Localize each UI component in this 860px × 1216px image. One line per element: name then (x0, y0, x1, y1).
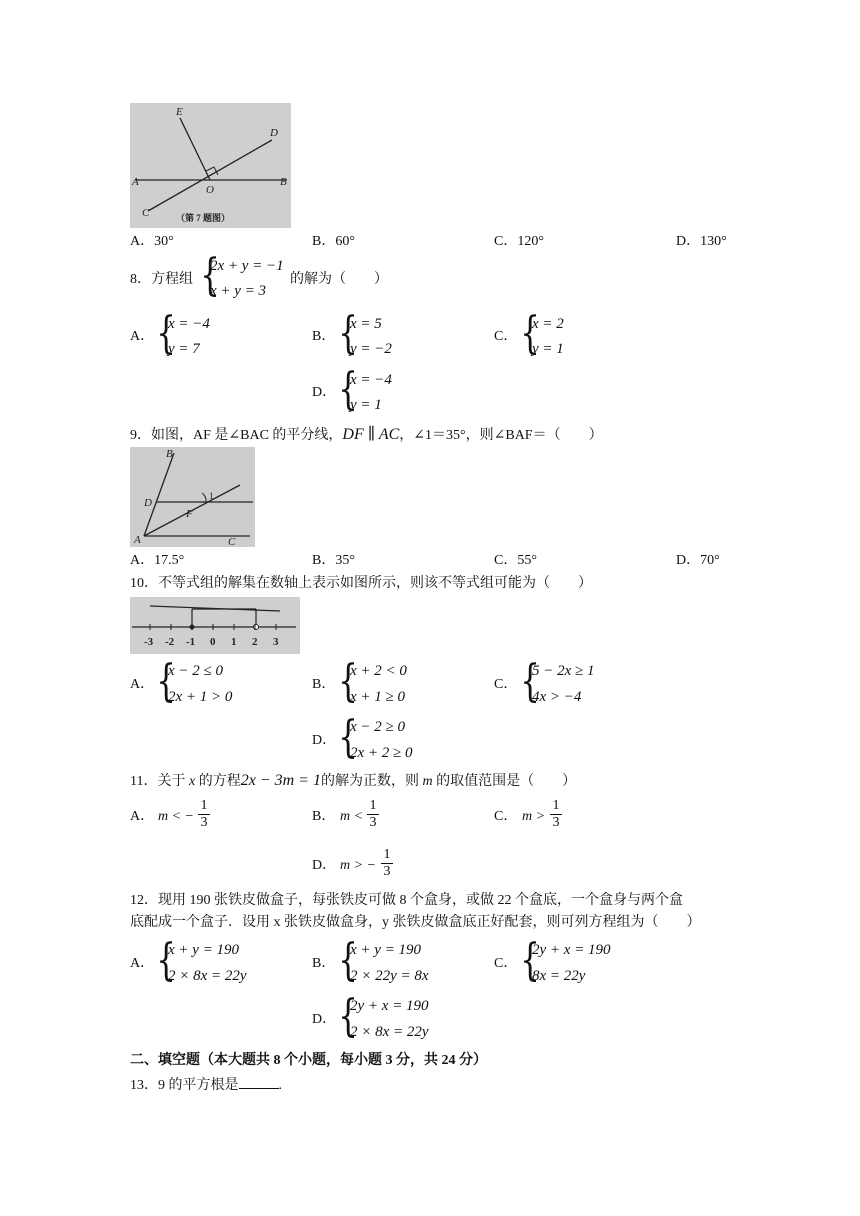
q11-stem-b: 的方程 (198, 774, 241, 789)
tick-label: 1 (231, 636, 237, 648)
q8-system: { 2x + y = −1 x + y = 3 (200, 250, 284, 301)
q7-figure (130, 103, 291, 228)
q8-a-eq1: x = −4 (168, 316, 210, 332)
q13-stem (130, 1074, 282, 1095)
q11-c-den: 3 (550, 814, 562, 831)
q10-option-c-label[interactable]: C． (494, 677, 518, 692)
q9-option-a[interactable]: A．17.5° (130, 553, 185, 568)
q11-option-d-lhs[interactable]: m > − (340, 858, 377, 873)
label-B: B (280, 176, 287, 188)
tick-label: -1 (186, 636, 196, 648)
q12-option-a-label[interactable]: A． (130, 956, 155, 971)
q8-eq1: 2x + y = −1 (210, 258, 284, 274)
q9-stem (130, 426, 603, 445)
q12-b-eq1: x + y = 190 (350, 942, 422, 958)
q11-stem (130, 772, 576, 791)
tick-label: 3 (273, 636, 279, 648)
q7-option-a[interactable]: A．30° (130, 234, 174, 249)
q10-option-d[interactable]: { x − 2 ≥ 0 2x + 2 ≥ 0 (338, 712, 413, 763)
q8-option-d[interactable]: { x = −4 y = 1 (338, 364, 392, 415)
q8-option-b[interactable]: { x = 5 y = −2 (338, 308, 392, 359)
q7-figure-caption: （第 7 题图） (176, 213, 231, 223)
label-D: D (144, 497, 152, 509)
q8-a-eq2: y = 7 (168, 341, 200, 357)
tick-label: 2 (252, 636, 258, 648)
q12-option-d[interactable]: { 2y + x = 190 2 × 8x = 22y (338, 991, 429, 1042)
q12-option-b[interactable]: { x + y = 190 2 × 22y = 8x (338, 935, 429, 986)
q11-a-num: 1 (200, 798, 208, 813)
q11-d-den: 3 (381, 863, 393, 880)
q11-c-num: 1 (552, 798, 560, 813)
q8-d-eq1: x = −4 (350, 372, 392, 388)
q8-c-eq2: y = 1 (532, 341, 564, 357)
section-heading-fill-in: 二、填空题（本大题共 8 个小题，每小题 3 分，共 24 分） (130, 1053, 487, 1068)
q10-number-line (130, 597, 300, 654)
q7-option-b[interactable]: B．60° (312, 234, 355, 249)
q10-stem: 10．不等式组的解集在数轴上表示如图所示，则该不等式组可能为（ ） (130, 576, 592, 591)
q10-b-eq1: x + 2 < 0 (350, 663, 407, 679)
q12-a-eq2: 2 × 8x = 22y (168, 968, 247, 984)
q8-suffix: 的解为（ ） (290, 272, 388, 287)
q11-equation: 2x − 3m = 1 (240, 772, 321, 789)
q11-option-b-lhs[interactable]: m < (340, 809, 364, 824)
q11-option-c-fraction (550, 798, 562, 831)
q12-stem-line2: 底配成一个盒子．设用 x 张铁皮做盒身，y 张铁皮做盒底正好配套，则可列方程组为（ ） (130, 915, 701, 930)
label-D: D (270, 127, 278, 139)
q8-option-c-label[interactable]: C． (494, 329, 518, 344)
label-F: F (186, 508, 193, 520)
q8-prefix: 8．方程组 (130, 272, 193, 287)
q11-stem-c: 的解为正数，则 (320, 774, 419, 789)
q12-c-eq1: 2y + x = 190 (532, 942, 611, 958)
q7-option-c[interactable]: C．120° (494, 234, 544, 249)
q11-stem-d: 的取值范围是（ ） (436, 774, 577, 789)
q12-option-b-label[interactable]: B． (312, 956, 336, 971)
q8-option-b-label[interactable]: B． (312, 329, 336, 344)
q11-option-a-fraction (198, 798, 210, 831)
q11-var-x: x (188, 774, 196, 789)
label-angle-1: 1 (209, 491, 214, 501)
q9-option-b[interactable]: B．35° (312, 553, 355, 568)
q8-b-eq2: y = −2 (350, 341, 392, 357)
q11-option-b-label[interactable]: B． (312, 809, 336, 824)
label-B: B (166, 448, 173, 460)
q13-stem-end: . (278, 1078, 282, 1093)
q12-d-eq2: 2 × 8x = 22y (350, 1024, 429, 1040)
tick-label: -3 (144, 636, 154, 648)
q8-option-c[interactable]: { x = 2 y = 1 (520, 308, 564, 359)
q7-option-d[interactable]: D．130° (676, 234, 727, 249)
q11-b-den: 3 (367, 814, 379, 831)
q11-stem-a: 11．关于 (130, 774, 186, 789)
q10-option-b[interactable]: { x + 2 < 0 x + 1 ≥ 0 (338, 656, 407, 707)
q11-option-a-lhs[interactable]: m < − (158, 809, 195, 824)
label-A: A (134, 534, 141, 546)
q10-b-eq2: x + 1 ≥ 0 (350, 689, 406, 705)
q11-a-den: 3 (198, 814, 210, 831)
q11-option-c-lhs[interactable]: m > (522, 809, 546, 824)
q10-option-d-label[interactable]: D． (312, 733, 337, 748)
q13-answer-blank[interactable] (239, 1074, 279, 1089)
q10-a-eq1: x − 2 ≤ 0 (168, 663, 224, 679)
label-O: O (206, 184, 214, 196)
q11-b-num: 1 (369, 798, 377, 813)
q8-d-eq2: y = 1 (350, 397, 382, 413)
tick-label: 0 (210, 636, 216, 648)
q12-c-eq2: 8x = 22y (532, 968, 586, 984)
q12-a-eq1: x + y = 190 (168, 942, 240, 958)
q9-stem-math: DF ∥ AC (342, 426, 400, 443)
q10-d-eq2: 2x + 2 ≥ 0 (350, 745, 413, 761)
q9-stem-tail: ，∠1＝35°，则∠BAF＝（ ） (399, 428, 603, 443)
q12-d-eq1: 2y + x = 190 (350, 998, 429, 1014)
q10-option-b-label[interactable]: B． (312, 677, 336, 692)
q8-c-eq1: x = 2 (532, 316, 564, 332)
q10-option-c[interactable]: { 5 − 2x ≥ 1 4x > −4 (520, 656, 595, 707)
q10-c-eq1: 5 − 2x ≥ 1 (532, 663, 595, 679)
label-C: C (228, 536, 236, 547)
q9-option-c[interactable]: C．55° (494, 553, 537, 568)
q9-option-d[interactable]: D．70° (676, 553, 720, 568)
label-A: A (132, 176, 139, 188)
q11-option-c-label[interactable]: C． (494, 809, 518, 824)
tick-label: -2 (165, 636, 175, 648)
q13-stem-text: 13．9 的平方根是 (130, 1078, 239, 1093)
q12-option-a[interactable]: { x + y = 190 2 × 8x = 22y (156, 935, 247, 986)
q12-option-c[interactable]: { 2y + x = 190 8x = 22y (520, 935, 611, 986)
label-C: C (142, 207, 150, 219)
q11-option-a-label[interactable]: A． (130, 809, 155, 824)
q9-figure (130, 447, 255, 547)
q8-option-a-label[interactable]: A． (130, 329, 155, 344)
q8-option-a[interactable]: { x = −4 y = 7 (156, 308, 210, 359)
q11-option-d-label[interactable]: D． (312, 858, 337, 873)
q11-var-m: m (422, 774, 433, 789)
label-E: E (176, 106, 183, 118)
q12-option-c-label[interactable]: C． (494, 956, 518, 971)
q10-option-a-label[interactable]: A． (130, 677, 155, 692)
q12-option-d-label[interactable]: D． (312, 1012, 337, 1027)
q8-eq2: x + y = 3 (210, 283, 267, 299)
q11-d-num: 1 (383, 847, 391, 862)
q10-d-eq1: x − 2 ≥ 0 (350, 719, 406, 735)
q10-option-a[interactable]: { x − 2 ≤ 0 2x + 1 > 0 (156, 656, 233, 707)
q10-c-eq2: 4x > −4 (532, 689, 582, 705)
q12-b-eq2: 2 × 22y = 8x (350, 968, 429, 984)
q9-stem-text: 9．如图，AF 是∠BAC 的平分线， (130, 428, 343, 443)
q8-option-d-label[interactable]: D． (312, 385, 337, 400)
q11-option-b-fraction (367, 798, 379, 831)
q11-option-d-fraction (381, 847, 393, 880)
q8-b-eq1: x = 5 (350, 316, 382, 332)
q10-a-eq2: 2x + 1 > 0 (168, 689, 233, 705)
q12-stem-line1: 12．现用 190 张铁皮做盒子，每张铁皮可做 8 个盒身，或做 22 个盒底，一个盒身与两个盒 (130, 893, 683, 908)
